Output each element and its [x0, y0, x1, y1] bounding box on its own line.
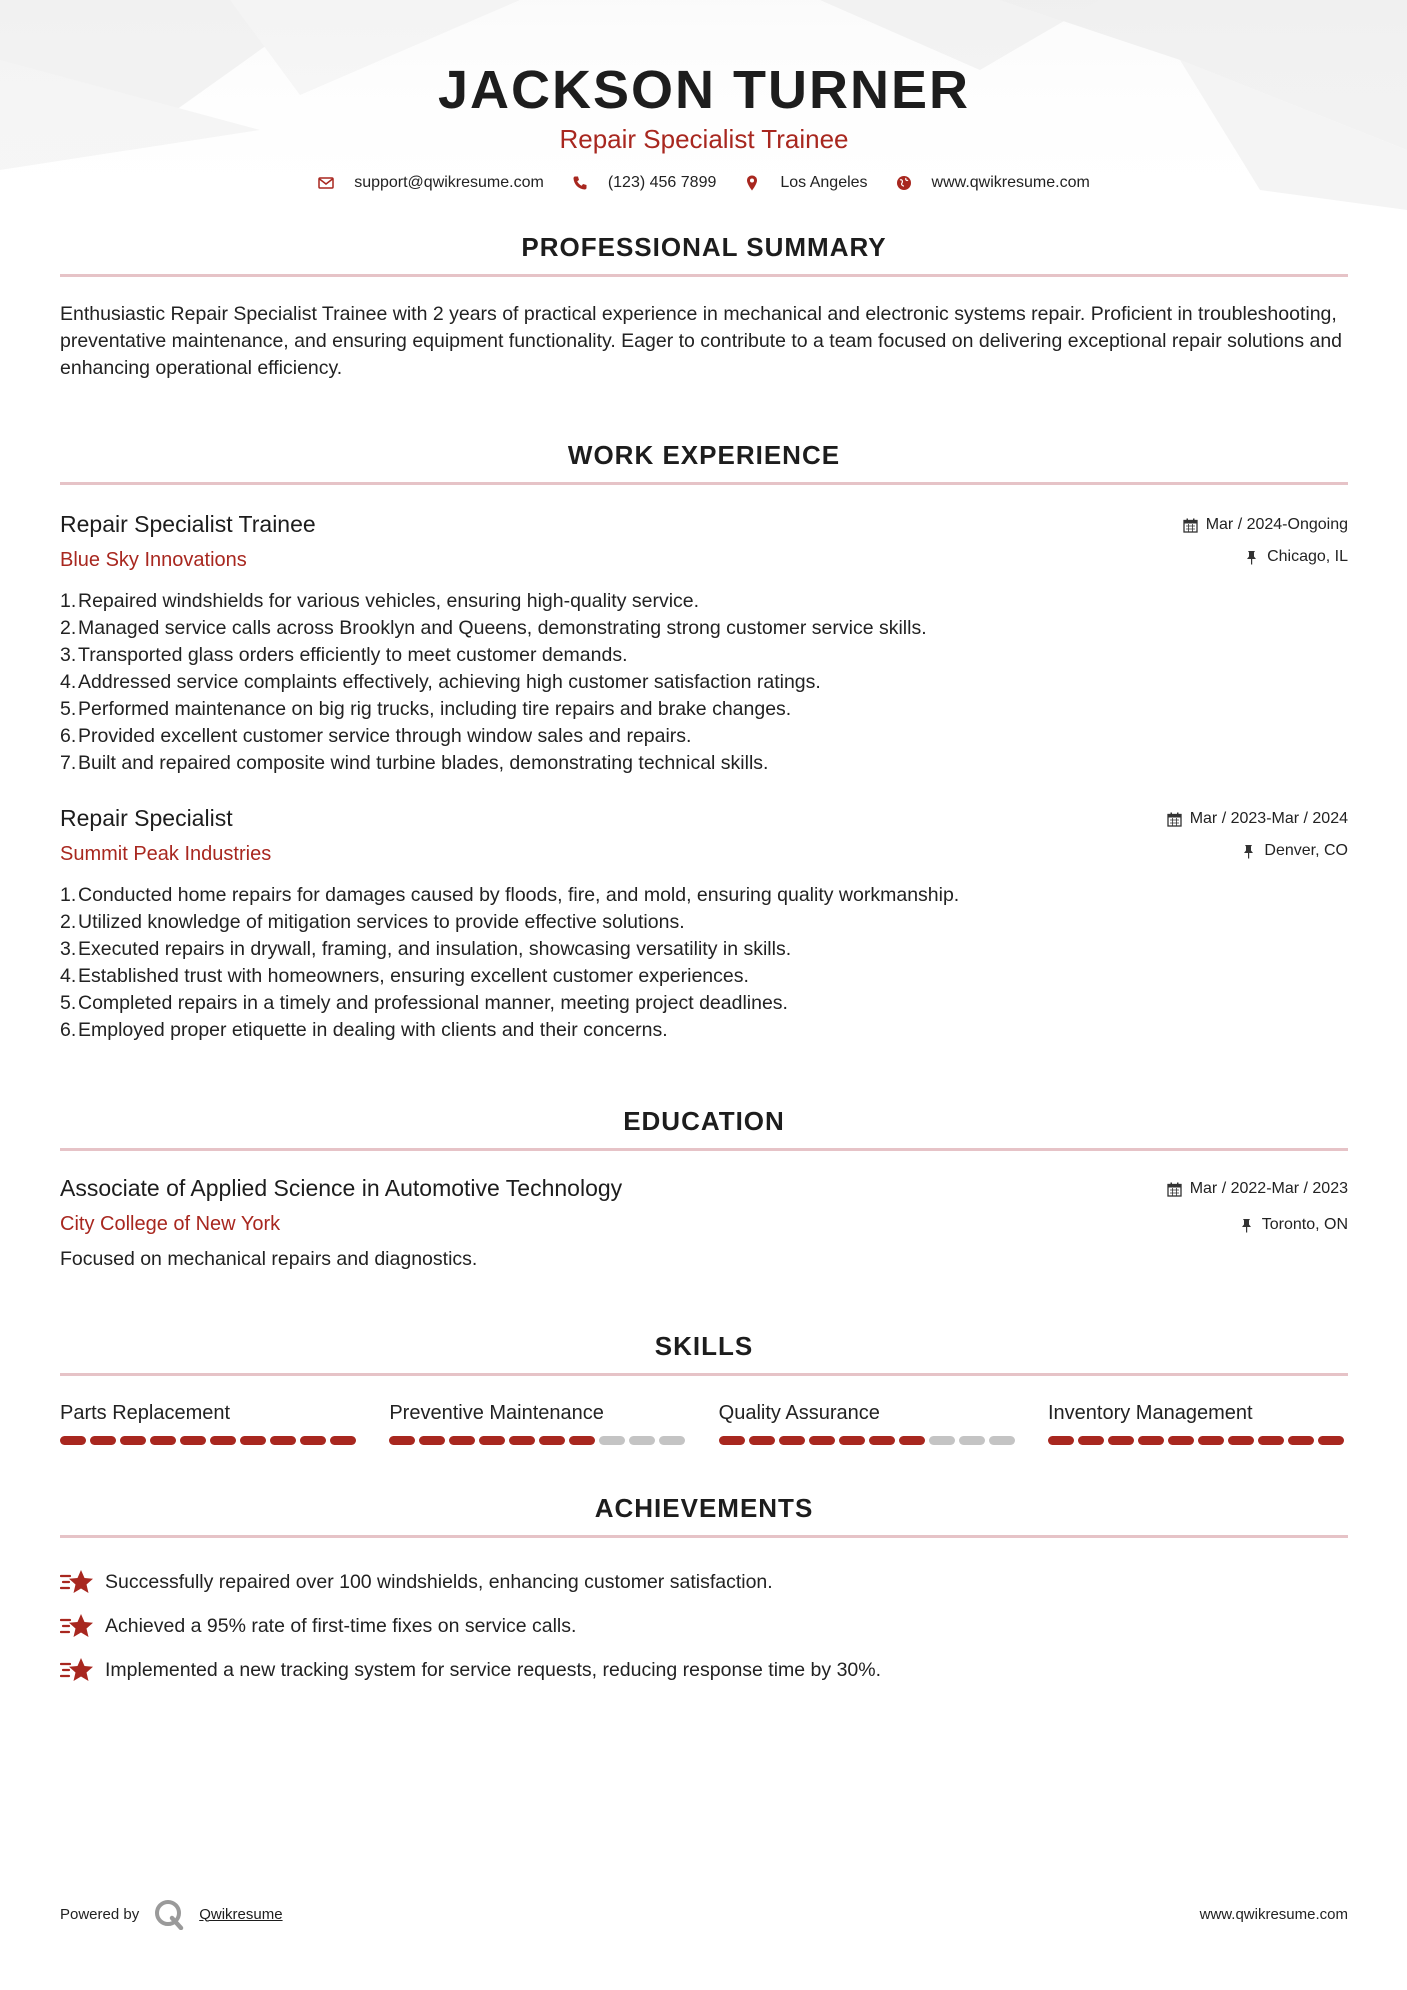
- job-dates-text: Mar / 2023-Mar / 2024: [1189, 810, 1348, 827]
- skill-segment-filled: [330, 1436, 356, 1445]
- skill-segment-empty: [599, 1436, 625, 1445]
- star-icon: [60, 1611, 94, 1641]
- job-dates: [1167, 809, 1348, 829]
- calendar-icon: [1183, 518, 1198, 533]
- achievement-item: [60, 1560, 1348, 1604]
- job-role: Repair Specialist Trainee: [60, 511, 316, 537]
- skill-name: Inventory Management: [1047, 1402, 1253, 1424]
- footer-website[interactable]: www.qwikresume.com: [1199, 1905, 1348, 1923]
- skill-item: [719, 1400, 1019, 1445]
- contact-website[interactable]: [896, 174, 1090, 192]
- skill-name: Parts Replacement: [60, 1402, 231, 1424]
- achievement-text: Implemented a new tracking system for service requests, reducing response time by 30%.: [105, 1658, 882, 1681]
- contact-email[interactable]: [318, 174, 544, 192]
- section-title-skills: SKILLS: [654, 1331, 754, 1361]
- contact-location: [744, 174, 867, 192]
- achievement-text: Successfully repaired over 100 windshields, enhancing customer satisfaction.: [105, 1570, 773, 1593]
- skill-level-bar: [389, 1436, 689, 1445]
- skill-item: [1048, 1400, 1348, 1445]
- skill-segment-filled: [150, 1436, 176, 1445]
- skill-level-bar: [719, 1436, 1019, 1445]
- job-company: Summit Peak Industries: [60, 843, 272, 865]
- skill-segment-filled: [90, 1436, 116, 1445]
- achievement-text: Achieved a 95% rate of first-time fixes on service calls.: [105, 1614, 577, 1637]
- calendar-icon: [1167, 1182, 1182, 1197]
- job-dates-text: Mar / 2024-Ongoing: [1205, 516, 1348, 533]
- list-item: 3. Executed repairs in drywall, framing, and insulation, showcasing versatility in skills.: [60, 938, 792, 960]
- globe-icon: [896, 175, 912, 191]
- skills-section: [60, 1331, 1348, 1445]
- skill-segment-filled: [389, 1436, 415, 1445]
- skill-segment-filled: [300, 1436, 326, 1445]
- skill-segment-empty: [929, 1436, 955, 1445]
- job-header: [60, 509, 1348, 574]
- skill-item: [389, 1400, 689, 1445]
- skill-segment-filled: [210, 1436, 236, 1445]
- section-divider: [60, 1148, 1348, 1151]
- job-header: [60, 803, 1348, 868]
- calendar-icon: [1167, 812, 1182, 827]
- skill-segment-filled: [509, 1436, 535, 1445]
- list-item: 5. Performed maintenance on big rig trucks, including tire repairs and brake changes.: [60, 698, 792, 720]
- education-entry: [60, 1173, 1348, 1273]
- brand-link[interactable]: Qwikresume: [199, 1905, 283, 1923]
- contact-phone[interactable]: [572, 174, 717, 192]
- skill-segment-empty: [989, 1436, 1015, 1445]
- list-item: 1. Conducted home repairs for damages caused by floods, fire, and mold, ensuring quality workmanship.: [60, 884, 960, 906]
- job-bullets: [60, 882, 1348, 1044]
- skill-segment-filled: [479, 1436, 505, 1445]
- job-location: [1167, 841, 1348, 861]
- list-item: 5. Completed repairs in a timely and professional manner, meeting project deadlines.: [60, 992, 788, 1014]
- section-title-experience: WORK EXPERIENCE: [567, 440, 841, 470]
- achievement-item: [60, 1648, 1348, 1692]
- section-divider: [60, 1373, 1348, 1376]
- skill-segment-filled: [779, 1436, 805, 1445]
- achievements-list: [60, 1560, 1348, 1692]
- skill-segment-filled: [1168, 1436, 1194, 1445]
- job-entry: [60, 803, 1348, 1044]
- resume-page: [60, 0, 1348, 1692]
- website-text: www.qwikresume.com: [931, 174, 1090, 191]
- skill-segment-filled: [1108, 1436, 1134, 1445]
- skill-segment-filled: [539, 1436, 565, 1445]
- skill-segment-filled: [749, 1436, 775, 1445]
- education-dates-text: Mar / 2022-Mar / 2023: [1189, 1180, 1348, 1197]
- candidate-name: JACKSON TURNER: [437, 60, 971, 120]
- job-dates: [1183, 515, 1348, 535]
- skill-segment-filled: [60, 1436, 86, 1445]
- education-location-text: Toronto, ON: [1261, 1216, 1348, 1233]
- contact-bar: [60, 174, 1348, 192]
- list-item: 6. Provided excellent customer service through window sales and repairs.: [60, 725, 692, 747]
- education-location: [1167, 1215, 1348, 1235]
- job-location: [1183, 547, 1348, 567]
- skill-segment-filled: [1078, 1436, 1104, 1445]
- list-item: 4. Addressed service complaints effectively, achieving high customer satisfaction ratings.: [60, 671, 821, 693]
- skill-segment-filled: [1288, 1436, 1314, 1445]
- skill-segment-filled: [869, 1436, 895, 1445]
- skill-segment-filled: [569, 1436, 595, 1445]
- job-role: Repair Specialist: [60, 805, 233, 831]
- achievements-section: [60, 1493, 1348, 1692]
- skill-segment-filled: [1138, 1436, 1164, 1445]
- skill-segment-filled: [120, 1436, 146, 1445]
- list-item: 4. Established trust with homeowners, ensuring excellent customer experiences.: [60, 965, 749, 987]
- summary-section: [60, 232, 1348, 382]
- summary-text: Enthusiastic Repair Specialist Trainee with 2 years of practical experience in mechanical and electronic systems repair. Proficient in troubleshooting, preventative maintenance, and ensuring equipment functionality. Eager to contribute to a team focused on delivering exceptional repair solutions and enhancing operational efficiency.: [60, 303, 1343, 379]
- skill-segment-filled: [180, 1436, 206, 1445]
- list-item: 1. Repaired windshields for various vehicles, ensuring high-quality service.: [60, 590, 700, 612]
- list-item: 2. Utilized knowledge of mitigation services to provide effective solutions.: [60, 911, 685, 933]
- phone-text: (123) 456 7899: [607, 174, 717, 191]
- job-bullets: [60, 588, 1348, 777]
- skill-segment-filled: [839, 1436, 865, 1445]
- skills-list: [60, 1400, 1348, 1445]
- skill-segment-filled: [1258, 1436, 1284, 1445]
- education-section: [60, 1106, 1348, 1273]
- job-location-text: Chicago, IL: [1267, 548, 1348, 565]
- skill-segment-empty: [629, 1436, 655, 1445]
- job-company: Blue Sky Innovations: [60, 549, 247, 571]
- skill-segment-empty: [659, 1436, 685, 1445]
- education-dates: [1167, 1179, 1348, 1199]
- section-divider: [60, 482, 1348, 485]
- skill-segment-filled: [899, 1436, 925, 1445]
- section-divider: [60, 274, 1348, 277]
- skill-segment-filled: [449, 1436, 475, 1445]
- pushpin-icon: [1241, 844, 1256, 859]
- powered-by-label: Powered by: [60, 1905, 140, 1923]
- star-icon: [60, 1655, 94, 1685]
- phone-icon: [572, 175, 588, 191]
- section-title-summary: PROFESSIONAL SUMMARY: [521, 232, 887, 262]
- job-location-text: Denver, CO: [1264, 842, 1348, 859]
- pushpin-icon: [1244, 550, 1259, 565]
- skill-segment-filled: [1198, 1436, 1224, 1445]
- powered-by: [60, 1898, 283, 1930]
- list-item: 3. Transported glass orders efficiently to meet customer demands.: [60, 644, 628, 666]
- star-icon: [60, 1567, 94, 1597]
- qwikresume-logo-icon: [153, 1898, 185, 1930]
- school-name: City College of New York: [60, 1213, 281, 1235]
- degree-title: Associate of Applied Science in Automotive Technology: [60, 1175, 623, 1201]
- section-title-achievements: ACHIEVEMENTS: [594, 1493, 814, 1523]
- skill-item: [60, 1400, 360, 1445]
- skill-level-bar: [1048, 1436, 1348, 1445]
- candidate-title: Repair Specialist Trainee: [559, 124, 849, 154]
- skill-segment-filled: [1048, 1436, 1074, 1445]
- skill-segment-filled: [719, 1436, 745, 1445]
- section-divider: [60, 1535, 1348, 1538]
- skill-name: Quality Assurance: [718, 1402, 880, 1424]
- list-item: 7. Built and repaired composite wind turbine blades, demonstrating technical skills.: [60, 752, 769, 774]
- skill-segment-filled: [1228, 1436, 1254, 1445]
- experience-section: [60, 440, 1348, 1044]
- skill-level-bar: [60, 1436, 360, 1445]
- map-pin-icon: [744, 175, 760, 191]
- skill-segment-filled: [1318, 1436, 1344, 1445]
- section-title-education: EDUCATION: [623, 1106, 785, 1136]
- envelope-icon: [318, 175, 334, 191]
- skill-name: Preventive Maintenance: [389, 1402, 604, 1424]
- email-text: support@qwikresume.com: [354, 174, 544, 191]
- resume-header: [60, 0, 1348, 192]
- skill-segment-filled: [809, 1436, 835, 1445]
- achievement-item: [60, 1604, 1348, 1648]
- skill-segment-filled: [419, 1436, 445, 1445]
- location-text: Los Angeles: [780, 174, 868, 191]
- list-item: 6. Employed proper etiquette in dealing with clients and their concerns.: [60, 1019, 668, 1041]
- job-entry: [60, 509, 1348, 777]
- skill-segment-empty: [959, 1436, 985, 1445]
- pushpin-icon: [1239, 1218, 1254, 1233]
- education-description: Focused on mechanical repairs and diagnostics.: [60, 1248, 478, 1270]
- page-footer: [60, 1898, 1348, 1930]
- list-item: 2. Managed service calls across Brooklyn and Queens, demonstrating strong customer service skills.: [60, 617, 927, 639]
- skill-segment-filled: [270, 1436, 296, 1445]
- skill-segment-filled: [240, 1436, 266, 1445]
